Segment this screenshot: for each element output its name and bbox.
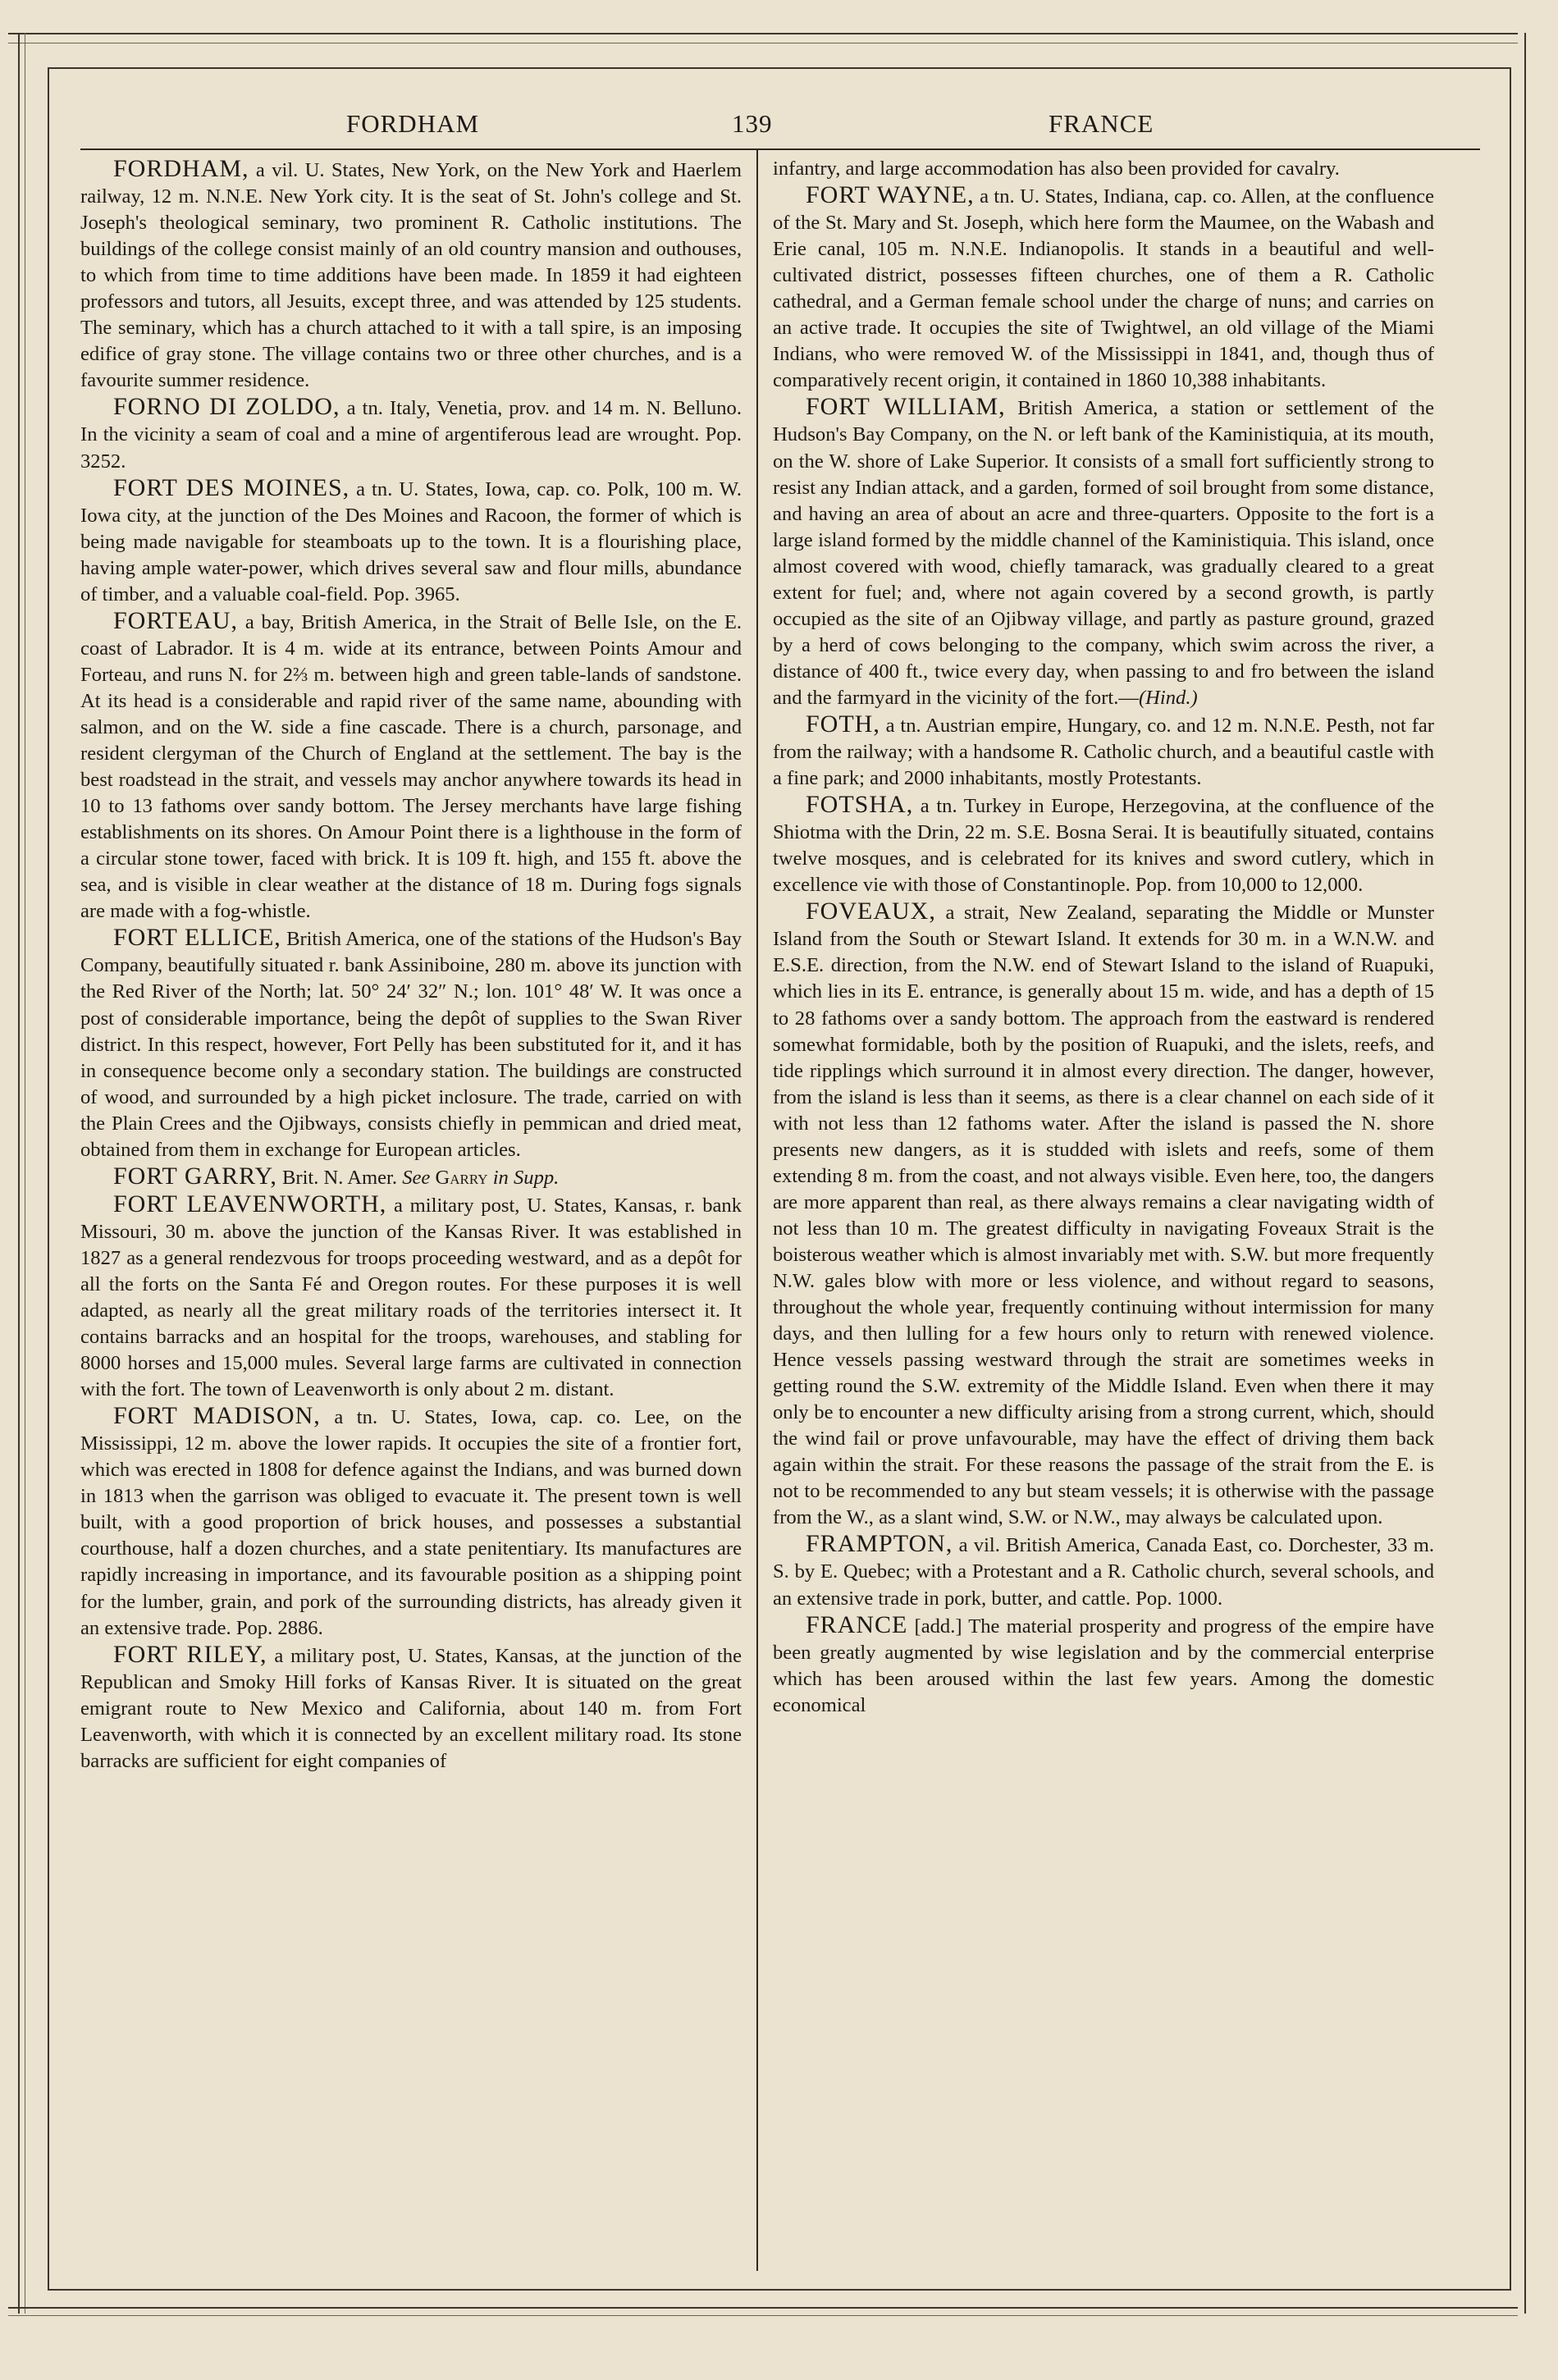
entry-headword: FORT ELLICE, (113, 924, 281, 952)
running-head (75, 109, 1480, 142)
entry-fort-madison (80, 1403, 742, 1641)
entry-forno-di-zoldo (80, 394, 742, 474)
running-head-left: FORDHAM (346, 109, 480, 138)
column-divider (756, 149, 758, 2271)
entry-text: [add.] The material prosperity and progress of the empire have been greatly augmented by wise legislation and by the commercial enterprise which has been aroused within the last few years. Among the domestic economical (773, 1615, 1434, 1716)
entry-text: a tn. U. States, Indiana, cap. co. Allen, at the confluence of the St. Mary and St. Joseph, which here form the Maumee, on the Wabash and Erie canal, 105 m. N.N.E. Indianopolis. It stands in a beautiful and well-cultivated district, possesses fifteen churches, one of them a R. Catholic cathedral, and a German female school under the charge of nuns; and carries on an active trade. It occupies the site of Twightwel, an old village of the Miami Indians, who were removed W. of the Mississippi in 1841, and, though thus of comparatively recent origin, it contained in 1860 10,388 inhabitants. (773, 185, 1434, 392)
entry-continuation: infantry, and large accommodation has also been provided for cavalry. (773, 158, 1340, 180)
entry-headword: FORDHAM, (113, 156, 249, 182)
entry-fort-wayne (773, 182, 1434, 394)
supplement-note: in Supp. (487, 1166, 560, 1189)
entry-headword: FORT LEAVENWORTH, (113, 1190, 387, 1217)
entry-foveaux (773, 898, 1434, 1531)
entry-fort-william (773, 394, 1434, 711)
header-rule (80, 148, 1480, 150)
entry-france (773, 1612, 1434, 1719)
left-border-rule (18, 33, 20, 2314)
entry-fotsha (773, 792, 1434, 898)
left-column (80, 156, 742, 2273)
entry-headword: FORT WILLIAM, (806, 393, 1006, 421)
entry-text: a tn. Turkey in Europe, Herzegovina, at the confluence of the Shiotma with the Drin, 22 m. S.E. Bosna Serai. It is beautifully situated, contains twelve mosques, and is celebrated for its knives and sword cutlery, which in excellence vie with those of Constantinople. Pop. from 10,000 to 12,000. (773, 795, 1434, 897)
entry-foth (773, 711, 1434, 792)
entry-text: a military post, U. States, Kansas, at the junction of the Republican and Smoky Hill forks of Kansas River. It is situated on the great emigrant route to New Mexico and California, about 140 m. from Fort Leavenworth, with which it is connected by an excellent military road. Its stone barracks are sufficient for eight companies of (80, 1644, 742, 1772)
entry-text: a tn. U. States, Iowa, cap. co. Lee, on the Mississippi, 12 m. above the lower rapids. It occupies the site of a frontier fort, which was erected in 1808 for defence against the Indians, and was burned down in 1813 when the garrison was obliged to evacuate it. The present town is well built, with a good proportion of brick houses, and possesses a substantial courthouse, half a dozen churches, and a state penitentiary. Its manufactures are rapidly increasing in importance, and its favourable position as a shipping point for the lumber, grain, and pork of the surrounding districts, has already given it an extensive trade. Pop. 2886. (80, 1406, 742, 1639)
entry-text: a strait, New Zealand, separating the Middle or Munster Island from the South or Stewart Island. It extends for 30 m. in a W.N.W. and E.S.E. direction, from the N.W. end of Stewart Island to the island of Ruapuki, which lies in its E. entrance, is generally about 15 m. wide, and has a depth of 15 to 28 fathoms over a sandy bottom. The approach from the eastward is rendered somewhat formidable, both by the position of Ruapuki, and the islets, reefs, and tide ripplings which surround it in almost every direction. The danger, however, from the island is less than it seems, as there is a clear channel on each side of it with not less than 12 fathoms water. After the island is passed the N. shore presents new dangers, as it is studded with islets and reefs, some of them extending 8 m. from the coast, and not always visible. Even here, too, the dangers are more apparent than real, as there always remains a clear navigating width of not less than 10 m. The greatest difficulty in navigating Foveaux Strait is the boisterous weather which is almost invariably met with. S.W. but more frequently N.W. gales blow with more or less violence, and without regard to seasons, throughout the whole year, frequently continuing without intermission for many days, and then lulling for a few hours only to return with renewed violence. Hence vessels passing westward through the strait are sometimes weeks in getting round the S.W. extremity of the Middle Island. Even when there it may only be to encounter a new difficulty arising from a strong current, which, should the wind fail or prove unfavourable, may have the effect of driving them back again within the strait. For these reasons the passage of the strait from the E. is not to be recommended to any but steam vessels; it is otherwise with the passage from the W., as a slant wind, S.W. or N.W., may always be calculated upon. (773, 902, 1434, 1529)
entry-frampton (773, 1531, 1434, 1611)
entry-text: a military post, U. States, Kansas, r. bank Missouri, 30 m. above the junction of the Kansas River. It was established in 1827 as a general rendezvous for troops proceeding westward, and as a depôt for all the forts on the Santa Fé and Oregon routes. For these purposes it is well adapted, as nearly all the great military roads of the territories intersect it. It contains barracks and an hospital for the troops, warehouses, and stabling for 8000 horses and 15,000 mules. Several large farms are cultivated in connection with the fort. The town of Leavenworth is only about 2 m. distant. (80, 1194, 742, 1401)
entry-fort-ellice (80, 925, 742, 1163)
entry-fort-garry (80, 1163, 742, 1191)
citation: (Hind.) (1138, 686, 1198, 709)
entry-fordham (80, 156, 742, 394)
running-head-right: FRANCE (1049, 109, 1154, 138)
entry-text: a vil. U. States, New York, on the New York and Haerlem railway, 12 m. N.N.E. New York city. It is the seat of St. John's college and St. Joseph's theological seminary, two prominent R. Catholic institutions. The buildings of the college consist mainly of an old country mansion and outhouses, to which from time to time additions have been made. In 1859 it had eighteen professors and tutors, all Jesuits, except three, and was attended by 125 students. The seminary, which has a church attached to it with a tall spire, is an imposing edifice of gray stone. The village contains two or three other churches, and is a favourite summer residence. (80, 159, 742, 392)
bottom-border-rule-inner (8, 2315, 1518, 2316)
entry-headword: FRAMPTON, (806, 1530, 953, 1558)
entry-text: a bay, British America, in the Strait of Belle Isle, on the E. coast of Labrador. It is 4 m. wide at its entrance, between Points Amour and Forteau, and runs N. for 2⅔ m. between high and green table-lands of sandstone. At its head is a considerable and rapid river of the same name, abounding with salmon, and on the W. side a fine cascade. There is a church, parsonage, and resident clergyman of the Church of England at the settlement. The bay is the best roadstead in the strait, and vessels may anchor anywhere towards its head in 10 to 13 fathoms over sandy bottom. The Jersey merchants have large fishing establishments on its shores. On Amour Point there is a lighthouse in the form of a circular stone tower, faced with brick. It is 109 ft. high, and 155 ft. above the sea, and is visible in clear weather at the distance of 18 m. During fogs signals are made with a fog-whistle. (80, 610, 742, 923)
entry-text: a tn. Austrian empire, Hungary, co. and 12 m. N.N.E. Pesth, not far from the railway; with a handsome R. Catholic church, and a beautiful castle with a fine park; and 2000 inhabitants, mostly Protestants. (773, 714, 1434, 790)
top-border-rule (8, 33, 1518, 34)
entry-headword: FORT RILEY, (113, 1640, 267, 1668)
entry-text: a vil. British America, Canada East, co. Dorchester, 33 m. S. by E. Quebec; with a Protestant and a R. Catholic church, several schools, and an extensive trade in pork, butter, and cattle. Pop. 1000. (773, 1534, 1434, 1610)
entry-text: a tn. U. States, Iowa, cap. co. Polk, 100 m. W. Iowa city, at the junction of the Des Moines and Racoon, the former of which is being made navigable for steamboats up to the town. It is a flourishing place, having ample water-power, which drives several saw and flour mills, abundance of timber, and a valuable coal-field. Pop. 3965. (80, 477, 742, 605)
entry-headword: FORT GARRY, (113, 1162, 277, 1190)
entry-headword: FOTSHA, (806, 791, 914, 819)
entry-headword: FOTH, (806, 710, 880, 738)
entry-fort-leavenworth (80, 1191, 742, 1403)
cross-reference: Garry (435, 1166, 488, 1189)
entry-text: Brit. N. Amer. (276, 1166, 403, 1189)
entry-forteau (80, 608, 742, 925)
entry-fort-riley (80, 1642, 742, 1775)
entry-text: British America, a station or settlement of the Hudson's Bay Company, on the N. or left bank of the Kaministiquia, at its mouth, on the W. shore of Lake Superior. It consists of a small fort sufficiently strong to resist any Indian attack, and a garden, formed of soil brought from some distance, and having an area of about an acre and three-quarters. Opposite to the fort is a large island formed by the middle channel of the Kaministiquia. This island, once almost covered with wood, chiefly tamarack, was gradually cleared to a great extent for fuel; and, where not again covered by a second growth, is partly occupied as the site of an Ojibway village, and partly as pasture ground, grazed by a herd of cows belonging to the company, which swim across the river, a distance of 400 ft., twice every day, when passing to and fro between the island and the farmyard in the vicinity of the fort.— (773, 397, 1434, 709)
entry-headword: FRANCE (806, 1610, 908, 1638)
entry-headword: FORT WAYNE, (806, 181, 975, 209)
entry-headword: FORTEAU, (113, 606, 239, 634)
entry-headword: FORNO DI ZOLDO, (113, 393, 340, 421)
entry-fort-des-moines (80, 475, 742, 608)
right-column (773, 156, 1434, 2273)
right-border-rule (1524, 33, 1526, 2314)
bottom-border-rule (8, 2307, 1518, 2309)
entry-headword: FORT MADISON, (113, 1402, 321, 1430)
page-number: 139 (732, 109, 773, 138)
entry-text: a tn. Italy, Venetia, prov. and 14 m. N. Belluno. In the vicinity a seam of coal and a mine of argentiferous lead are wrought. Pop. 3252. (80, 397, 742, 473)
entry-headword: FOVEAUX, (806, 898, 936, 925)
entry-text: British America, one of the stations of the Hudson's Bay Company, beautifully situated r. bank Assiniboine, 280 m. above its junction with the Red River of the North; lat. 50° 24′ 32″ N.; lon. 101° 48′ W. It was once a post of considerable importance, being the depôt of supplies to the Swan River district. In this respect, however, Fort Pelly has been substituted for it, and it has in consequence become only a secondary station. The buildings are constructed of wood, and surrounded by a high picket inclosure. The trade, carried on with the Plain Crees and the Ojibways, consists chiefly in pemmican and dried meat, obtained from them in exchange for European articles. (80, 928, 742, 1161)
see-label: See (402, 1166, 431, 1189)
entry-headword: FORT DES MOINES, (113, 473, 350, 501)
